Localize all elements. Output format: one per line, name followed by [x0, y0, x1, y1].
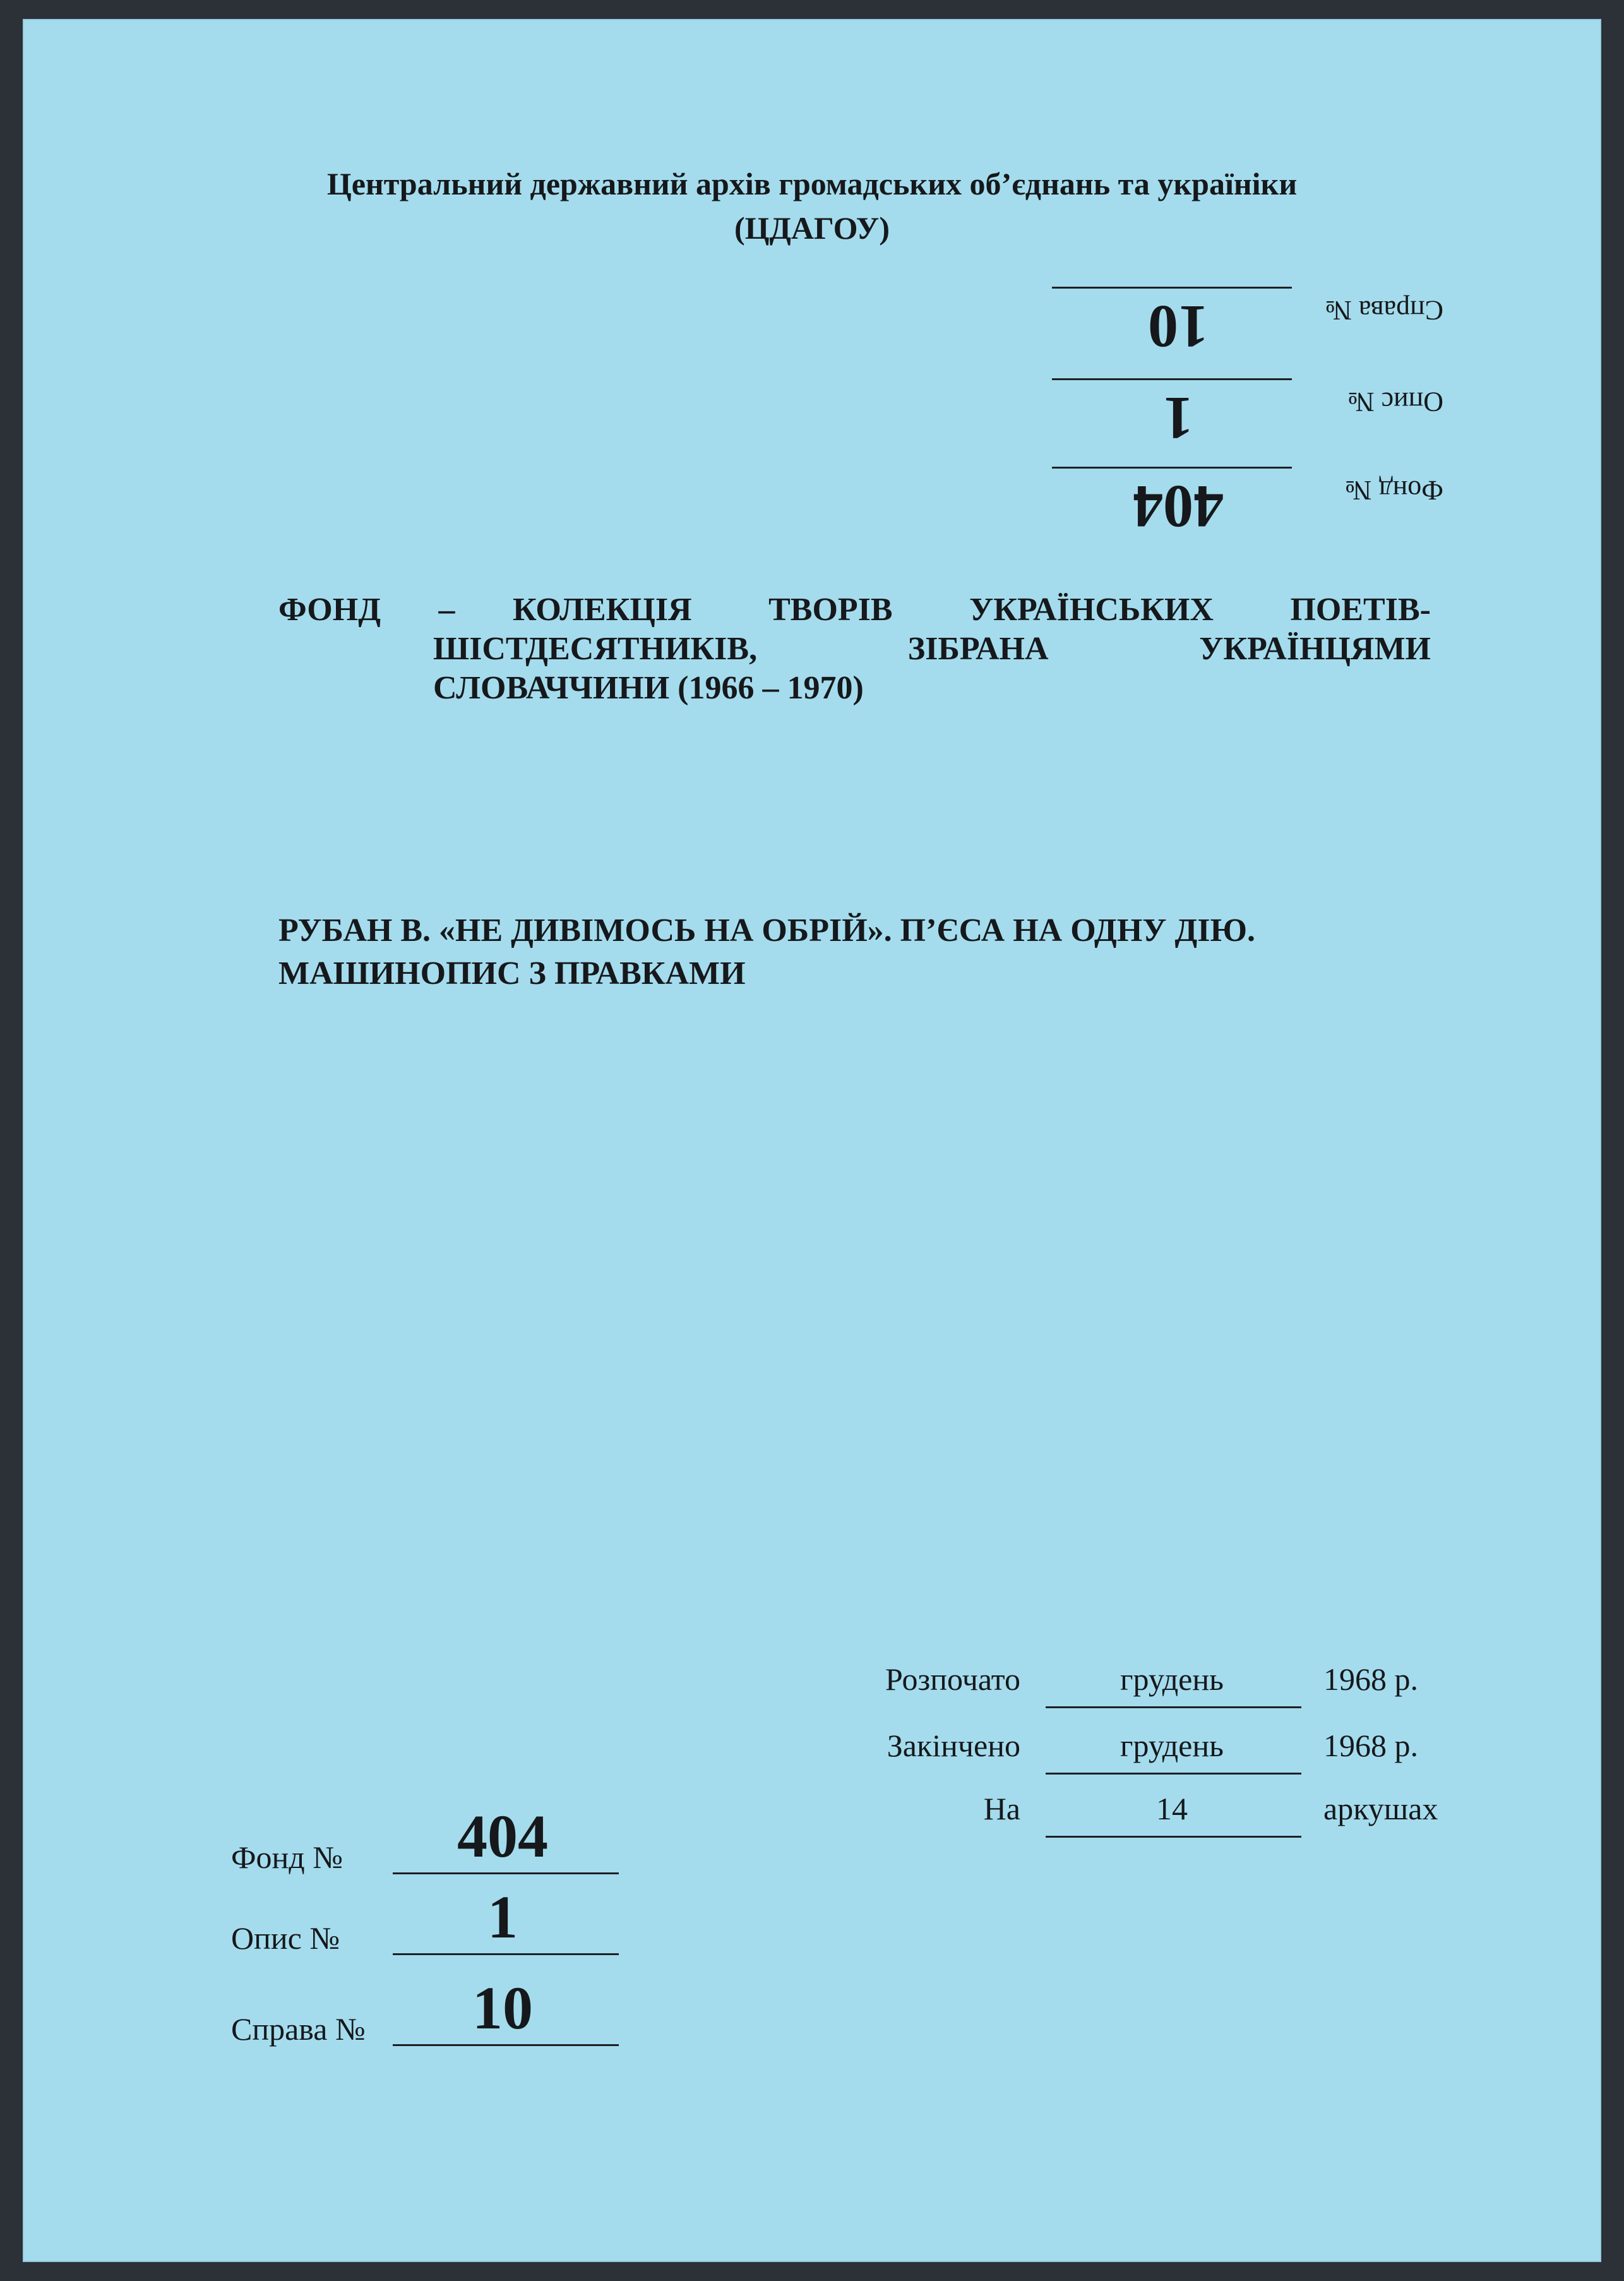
fond-description-line-1	[278, 590, 1431, 630]
flipped-row-fond	[970, 467, 1450, 543]
fond-desc-word: ШІСТДЕСЯТНИКІВ,	[433, 631, 758, 667]
flipped-fond-label: Фонд №	[1345, 475, 1443, 506]
flipped-identifier-block	[970, 278, 1450, 543]
fond-description-line-2	[433, 630, 1431, 669]
sprava-row	[231, 1965, 673, 2054]
opys-value: 1	[487, 1883, 518, 1951]
finished-value: грудень	[1120, 1728, 1224, 1763]
case-title	[278, 909, 1440, 995]
fond-row	[231, 1793, 673, 1882]
document-page	[23, 19, 1601, 2262]
started-label: Розпочато	[885, 1661, 1020, 1697]
fond-desc-word: ТВОРІВ	[768, 592, 893, 628]
started-value: грудень	[1120, 1661, 1224, 1697]
case-title-line-1: РУБАН В. «НЕ ДИВІМОСЬ НА ОБРІЙ». П’ЄСА НА ОДНУ ДІЮ.	[278, 913, 1255, 949]
finished-underline	[1046, 1773, 1301, 1775]
sheets-unit: аркушах	[1323, 1791, 1438, 1826]
fond-desc-word: УКРАЇНЦЯМИ	[1199, 631, 1431, 667]
archive-abbreviation: (ЦДАГОУ)	[734, 210, 890, 246]
fond-description	[278, 590, 1431, 708]
sprava-value: 10	[472, 1974, 533, 2042]
sheets-underline	[1046, 1836, 1301, 1838]
fond-description-line-3: СЛОВАЧЧИНИ (1966 – 1970)	[433, 670, 864, 706]
sheets-row	[831, 1790, 1462, 1853]
flipped-opys-value: 1	[1163, 385, 1193, 452]
fond-desc-word: УКРАЇНСЬКИХ	[969, 592, 1214, 628]
flipped-opys-label: Опис №	[1347, 386, 1443, 417]
fond-desc-word: ЗІБРАНА	[907, 631, 1049, 667]
flipped-fond-value: 404	[1133, 473, 1224, 541]
fond-label: Фонд №	[231, 1840, 343, 1875]
flipped-fond-underline	[1052, 467, 1292, 469]
flipped-sprava-value: 10	[1148, 293, 1209, 361]
fond-desc-dash: –	[438, 592, 455, 628]
opys-label: Опис №	[231, 1920, 340, 1956]
archive-name: Центральний державний архів громадських об’єднань та україніки	[326, 166, 1298, 201]
flipped-sprava-underline	[1052, 287, 1292, 289]
case-title-line-2: МАШИНОПИС З ПРАВКАМИ	[278, 955, 746, 991]
sheets-value: 14	[1156, 1791, 1188, 1826]
finished-label: Закінчено	[887, 1728, 1020, 1763]
opys-underline	[393, 1953, 619, 1955]
finished-row	[831, 1727, 1462, 1790]
finished-year: 1968 р.	[1323, 1728, 1418, 1763]
sheets-label: На	[983, 1791, 1020, 1826]
fond-value: 404	[457, 1802, 548, 1870]
flipped-row-sprava	[970, 287, 1450, 363]
started-year: 1968 р.	[1323, 1661, 1418, 1697]
opys-row	[231, 1874, 673, 1963]
fond-desc-word: КОЛЕКЦІЯ	[512, 592, 692, 628]
flipped-opys-underline	[1052, 378, 1292, 380]
sprava-underline	[393, 2044, 619, 2046]
fond-desc-word: ПОЕТІВ-	[1290, 592, 1431, 628]
flipped-row-opys	[970, 379, 1450, 455]
sprava-label: Справа №	[231, 2011, 366, 2047]
fond-desc-word: ФОНД	[278, 592, 381, 628]
flipped-sprava-label: Справа №	[1325, 295, 1443, 326]
started-underline	[1046, 1706, 1301, 1708]
started-row	[831, 1661, 1462, 1724]
